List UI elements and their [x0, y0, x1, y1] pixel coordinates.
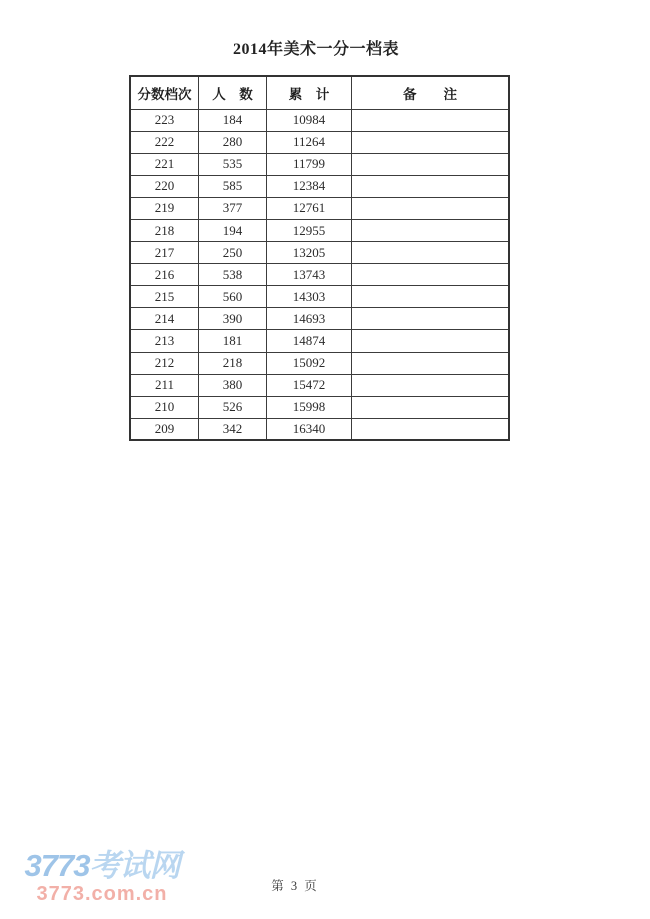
- cell-cumulative: 14874: [267, 330, 352, 352]
- table-row: [130, 396, 509, 418]
- cell-count: 560: [199, 286, 267, 308]
- cell-score-level: 211: [130, 374, 199, 396]
- cell-cumulative: 10984: [267, 109, 352, 131]
- watermark-number: 3773: [24, 848, 90, 883]
- cell-cumulative: 12955: [267, 219, 352, 241]
- cell-remark: [352, 109, 510, 131]
- cell-count: 280: [199, 131, 267, 153]
- cell-remark: [352, 418, 510, 440]
- cell-cumulative: 15472: [267, 374, 352, 396]
- cell-score-level: 223: [130, 109, 199, 131]
- cell-remark: [352, 175, 510, 197]
- table-row: [130, 109, 509, 131]
- table-row: [130, 308, 509, 330]
- cell-score-level: 214: [130, 308, 199, 330]
- cell-score-level: 215: [130, 286, 199, 308]
- table-row: [130, 197, 509, 219]
- cell-remark: [352, 242, 510, 264]
- table-row: [130, 175, 509, 197]
- table-row: [130, 330, 509, 352]
- cell-count: 390: [199, 308, 267, 330]
- cell-count: 194: [199, 219, 267, 241]
- cell-score-level: 213: [130, 330, 199, 352]
- table-header: [130, 76, 509, 109]
- cell-score-level: 221: [130, 153, 199, 175]
- cell-score-level: 210: [130, 396, 199, 418]
- cell-remark: [352, 197, 510, 219]
- cell-cumulative: 12384: [267, 175, 352, 197]
- cell-cumulative: 13743: [267, 264, 352, 286]
- cell-cumulative: 14693: [267, 308, 352, 330]
- table-body: [130, 109, 509, 440]
- cell-score-level: 217: [130, 242, 199, 264]
- cell-cumulative: 13205: [267, 242, 352, 264]
- cell-remark: [352, 352, 510, 374]
- cell-cumulative: 15998: [267, 396, 352, 418]
- cell-count: 535: [199, 153, 267, 175]
- cell-count: 377: [199, 197, 267, 219]
- page-title: 2014年美术一分一档表: [232, 41, 399, 58]
- cell-cumulative: 11264: [267, 131, 352, 153]
- cell-count: 342: [199, 418, 267, 440]
- cell-remark: [352, 374, 510, 396]
- header-row: [130, 76, 509, 109]
- cell-score-level: 216: [130, 264, 199, 286]
- cell-remark: [352, 264, 510, 286]
- cell-cumulative: 16340: [267, 418, 352, 440]
- score-table: [129, 75, 510, 441]
- watermark-text: 考试网: [89, 848, 180, 883]
- cell-score-level: 222: [130, 131, 199, 153]
- table-row: [130, 286, 509, 308]
- header-remark: 备 注: [352, 76, 510, 109]
- cell-count: 538: [199, 264, 267, 286]
- cell-remark: [352, 219, 510, 241]
- table-row: [130, 242, 509, 264]
- cell-count: 250: [199, 242, 267, 264]
- cell-remark: [352, 286, 510, 308]
- table-row: [130, 219, 509, 241]
- table-row: [130, 131, 509, 153]
- header-count: 人 数: [199, 76, 267, 109]
- table-row: [130, 153, 509, 175]
- table-row: [130, 374, 509, 396]
- cell-cumulative: 12761: [267, 197, 352, 219]
- cell-cumulative: 15092: [267, 352, 352, 374]
- cell-count: 526: [199, 396, 267, 418]
- cell-remark: [352, 153, 510, 175]
- cell-remark: [352, 131, 510, 153]
- cell-score-level: 218: [130, 219, 199, 241]
- watermark-site-name: [12, 850, 192, 881]
- watermark-logo: [12, 850, 192, 904]
- header-cumulative: 累 计: [267, 76, 352, 109]
- cell-count: 218: [199, 352, 267, 374]
- table-row: [130, 264, 509, 286]
- cell-count: 380: [199, 374, 267, 396]
- cell-count: 181: [199, 330, 267, 352]
- cell-score-level: 220: [130, 175, 199, 197]
- cell-count: 585: [199, 175, 267, 197]
- cell-remark: [352, 330, 510, 352]
- header-score-level: 分数档次: [130, 76, 199, 109]
- watermark-domain: 3773.com.cn: [36, 883, 168, 905]
- cell-cumulative: 11799: [267, 153, 352, 175]
- cell-score-level: 212: [130, 352, 199, 374]
- cell-remark: [352, 396, 510, 418]
- page-number: 第 3 页: [271, 879, 319, 893]
- table-row: [130, 418, 509, 440]
- cell-remark: [352, 308, 510, 330]
- cell-count: 184: [199, 109, 267, 131]
- table-row: [130, 352, 509, 374]
- cell-cumulative: 14303: [267, 286, 352, 308]
- cell-score-level: 209: [130, 418, 199, 440]
- cell-score-level: 219: [130, 197, 199, 219]
